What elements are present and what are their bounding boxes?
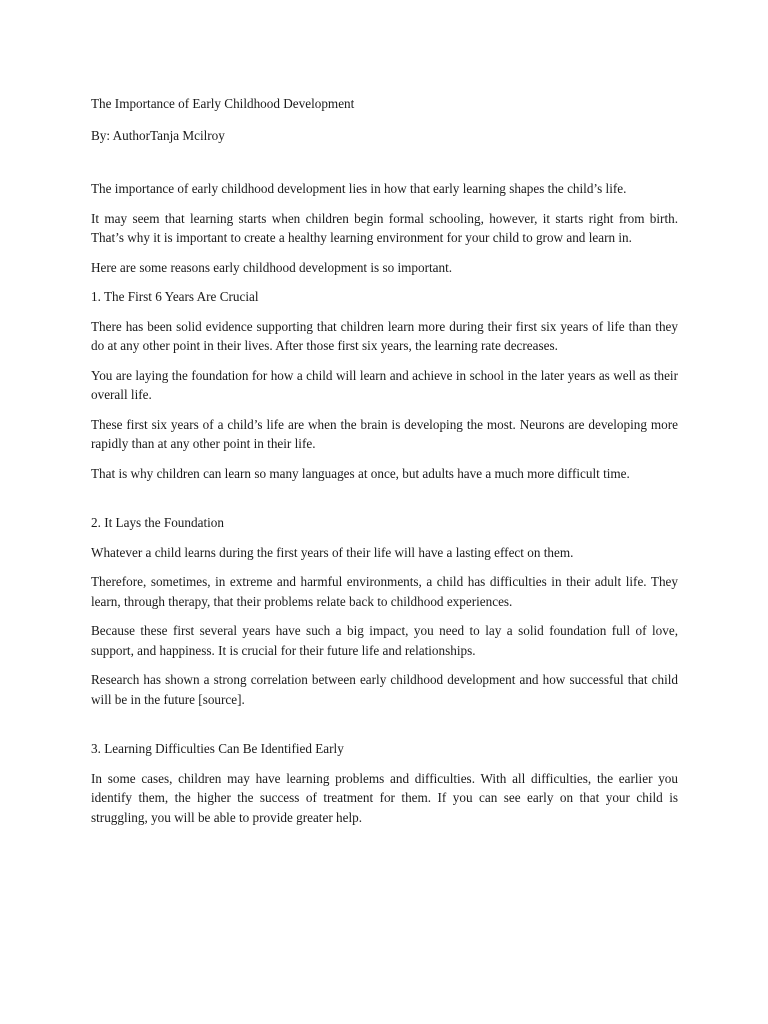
section-paragraph: In some cases, children may have learning problems and difficulties. With all difficulties, the earlier you identify them, the higher the success of treatment for them. If you can see early on that your child is struggling, you will be able to provide greater help. — [91, 770, 678, 825]
section-paragraph: Whatever a child learns during the first years of their life will have a lasting effect on them. — [91, 544, 574, 560]
section-paragraph: That is why children can learn so many languages at once, but adults have a much more difficult time. — [91, 465, 630, 481]
section-paragraph: You are laying the foundation for how a child will learn and achieve in school in the later years as well as their overall life. — [91, 367, 678, 402]
intro-paragraph: It may seem that learning starts when children begin formal schooling, however, it starts right from birth. That’s why it is important to create a healthy learning environment for your child to grow and learn in. — [91, 210, 678, 245]
document-title: The Importance of Early Childhood Development — [91, 96, 355, 111]
section-paragraph: Research has shown a strong correlation between early childhood development and how successful that child will be in the future [source]. — [91, 672, 678, 707]
author-byline: By: AuthorTanja Mcilroy — [91, 127, 225, 143]
section-paragraph: Therefore, sometimes, in extreme and harmful environments, a child has difficulties in their adult life. They learn, through therapy, that their problems relate back to childhood experiences. — [91, 574, 678, 609]
section-paragraph: There has been solid evidence supporting that children learn more during their first six years of life than they do at any other point in their lives. After those first six years, the learning rate decreases. — [91, 318, 678, 353]
section-heading: 2. It Lays the Foundation — [91, 515, 224, 530]
section-paragraph: These first six years of a child’s life are when the brain is developing the most. Neurons are developing more rapidly than at any other point in their life. — [91, 416, 678, 451]
section-heading: 1. The First 6 Years Are Crucial — [91, 289, 259, 304]
intro-paragraph: The importance of early childhood development lies in how that early learning shapes the child’s life. — [91, 181, 627, 196]
intro-paragraph: Here are some reasons early childhood development is so important. — [91, 259, 453, 275]
section-heading: 3. Learning Difficulties Can Be Identified Early — [91, 741, 344, 756]
section-paragraph: Because these first several years have such a big impact, you need to lay a solid foundation full of love, support, and happiness. It is crucial for their future life and relationships. — [91, 623, 678, 658]
